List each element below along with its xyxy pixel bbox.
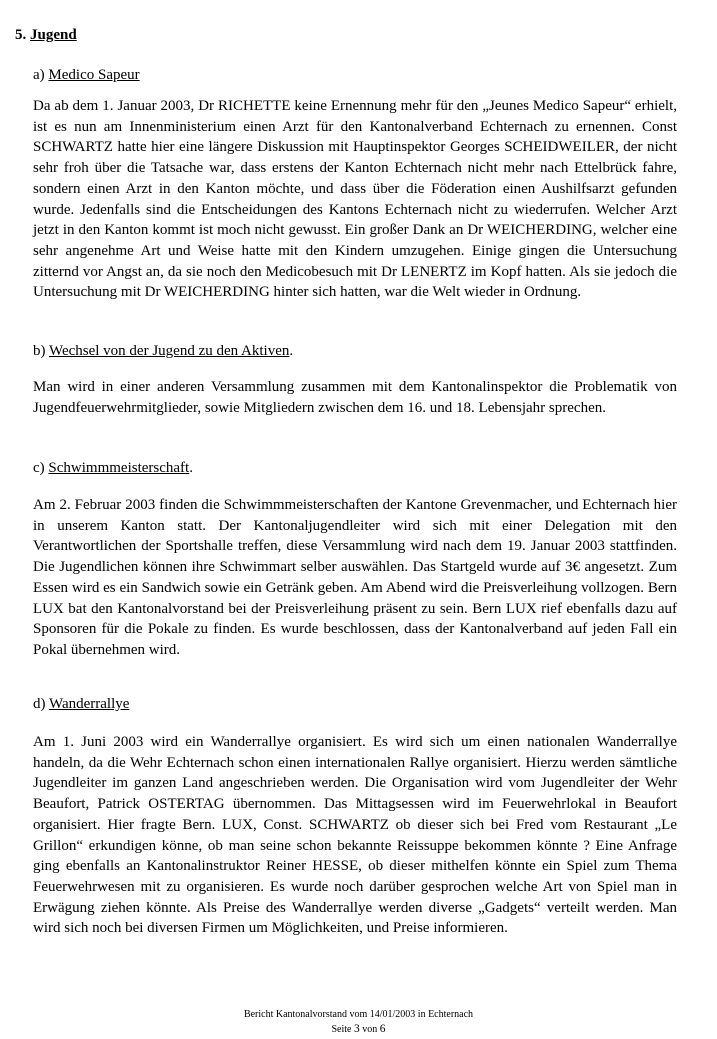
footer-page-number bbox=[0, 1022, 717, 1037]
subsection-a-prefix: a) bbox=[33, 67, 45, 83]
footer-page-current: 3 bbox=[354, 1023, 360, 1035]
subsection-c-prefix: c) bbox=[33, 460, 45, 476]
subsection-b-suffix: . bbox=[289, 343, 294, 359]
subsection-b-prefix: b) bbox=[33, 343, 46, 359]
section-title: Jugend bbox=[30, 27, 77, 43]
section-number: 5. bbox=[15, 27, 27, 43]
subsection-d-title: Wanderrallye bbox=[48, 696, 130, 712]
subsection-c-heading bbox=[33, 459, 193, 477]
footer-report-title: Bericht Kantonalvorstand vom 14/01/2003 in Echternach bbox=[243, 1009, 474, 1020]
subsection-a-title: Medico Sapeur bbox=[48, 67, 140, 83]
subsection-c-title: Schwimmmeisterschaft bbox=[48, 460, 190, 476]
page-footer bbox=[0, 1008, 717, 1037]
subsection-a-heading bbox=[33, 66, 140, 84]
subsection-b-heading bbox=[33, 342, 293, 360]
footer-page-label: Seite bbox=[331, 1024, 352, 1035]
footer-page-total: 6 bbox=[379, 1023, 386, 1035]
subsection-d-heading bbox=[33, 695, 129, 713]
subsection-d-prefix: d) bbox=[33, 696, 46, 712]
paragraph-medico-sapeur: Da ab dem 1. Januar 2003, Dr RICHETTE keine Ernennung mehr für den „Jeunes Medico Sapeur“ erhielt, ist es nun am Innenministerium einen Arzt für den Kantonalverband Echternach zu ernennen. Const SCHWARTZ hatte hier eine längere Diskussion mit Hauptinspektor Georges SCHEIDWEILER, der nicht sehr froh über die Tatsache war, dass erstens der Kanton Echternach nicht mehr nach Ettelbrück fahre, sondern einen Arzt in den Kanton möchte, und dass über die Föderation einen Aushilfsarzt gefunden wurde. Jedenfalls sind die Entscheidungen des Kantons Echternach nicht zu wiederrufen. Welcher Arzt jetzt in den Kanton kommt ist moch nicht gewusst. Ein großer Dank an Dr WEICHERDING, welcher eine sehr angenehme Art und Weise hatte mit den Kindern umzugehen. Einige gingen die Untersuchung zitternd vor Angst an, da sie noch den Medicobesuch mit Dr LENERTZ im Kopf hatten. Als sie jedoch die Untersuchung mit Dr WEICHERDING hinter sich hatten, war die Welt wieder in Ordnung. bbox=[33, 98, 677, 301]
paragraph-wechsel: Man wird in einer anderen Versammlung zusammen mit dem Kantonalinspektor die Problematik von Jugendfeuerwehrmitglieder, sowie Mitgliedern zwischen dem 16. und 18. Lebensjahr sprechen. bbox=[33, 379, 677, 416]
subsection-c-suffix: . bbox=[189, 460, 193, 476]
footer-page-sep: von bbox=[362, 1024, 378, 1035]
paragraph-wanderrallye: Am 1. Juni 2003 wird ein Wanderrallye organisiert. Es wird sich um einen nationalen Wanderrallye handeln, da die Wehr Echternach schon einen internationalen Rallye organisiert. Hierzu werden sämtliche Jugendleiter im ganzen Land angeschrieben werden. Die Organisation wird vom Jugendleiter der Wehr Beaufort, Patrick OSTERTAG übernommen. Das Mittagsessen wird im Feuerwehrlokal in Beaufort organisiert. Hier fragte Bern. LUX, Const. SCHWARTZ ob dieser sich bei Fred vom Restaurant „Le Grillon“ erkundigen könne, ob man seine schon bekannte Reissuppe bekommen könnte ? Eine Anfrage ging ebenfalls an Kantonalinstruktor Reiner HESSE, ob dieser mithelfen könnte ein Spiel zum Thema Feuerwehrwesen mit zu organisieren. Es wurde noch darüber gesprochen welche Art von Spiel man in Erwägung ziehen könnte. Als Preise des Wanderrallye werden diverse „Gadgets“ verteilt werden. Man wird sich noch bei diversen Firmen um Möglichkeiten, und Preise informieren. bbox=[33, 734, 677, 937]
paragraph-schwimmmeisterschaft: Am 2. Februar 2003 finden die Schwimmmeisterschaften der Kantone Grevenmacher, und Echternach hier in unserem Kanton statt. Der Kantonaljugendleiter wird sich mit einer Delegation mit den Verantwortlichen der Sportshalle treffen, diese Versammlung wird nach dem 19. Januar 2003 stattfinden. Die Jugendlichen können ihre Schwimmart selber auswählen. Das Startgeld wurde auf 3€ angesetzt. Zum Essen wird es ein Sandwich sowie ein Getränk geben. Am Abend wird die Preisverleihung vollzogen. Bern LUX bat den Kantonalvorstand bei der Preisverleihung präsent zu sein. Bern LUX rief ebenfalls dazu auf Sponsoren für die Pokale zu finden. Es wurde beschlossen, dass der Kantonalverband auf jeden Fall ein Pokal übernehmen wird. bbox=[33, 497, 677, 658]
section-heading bbox=[15, 26, 77, 44]
subsection-b-title: Wechsel von der Jugend zu den Aktiven bbox=[48, 343, 290, 359]
